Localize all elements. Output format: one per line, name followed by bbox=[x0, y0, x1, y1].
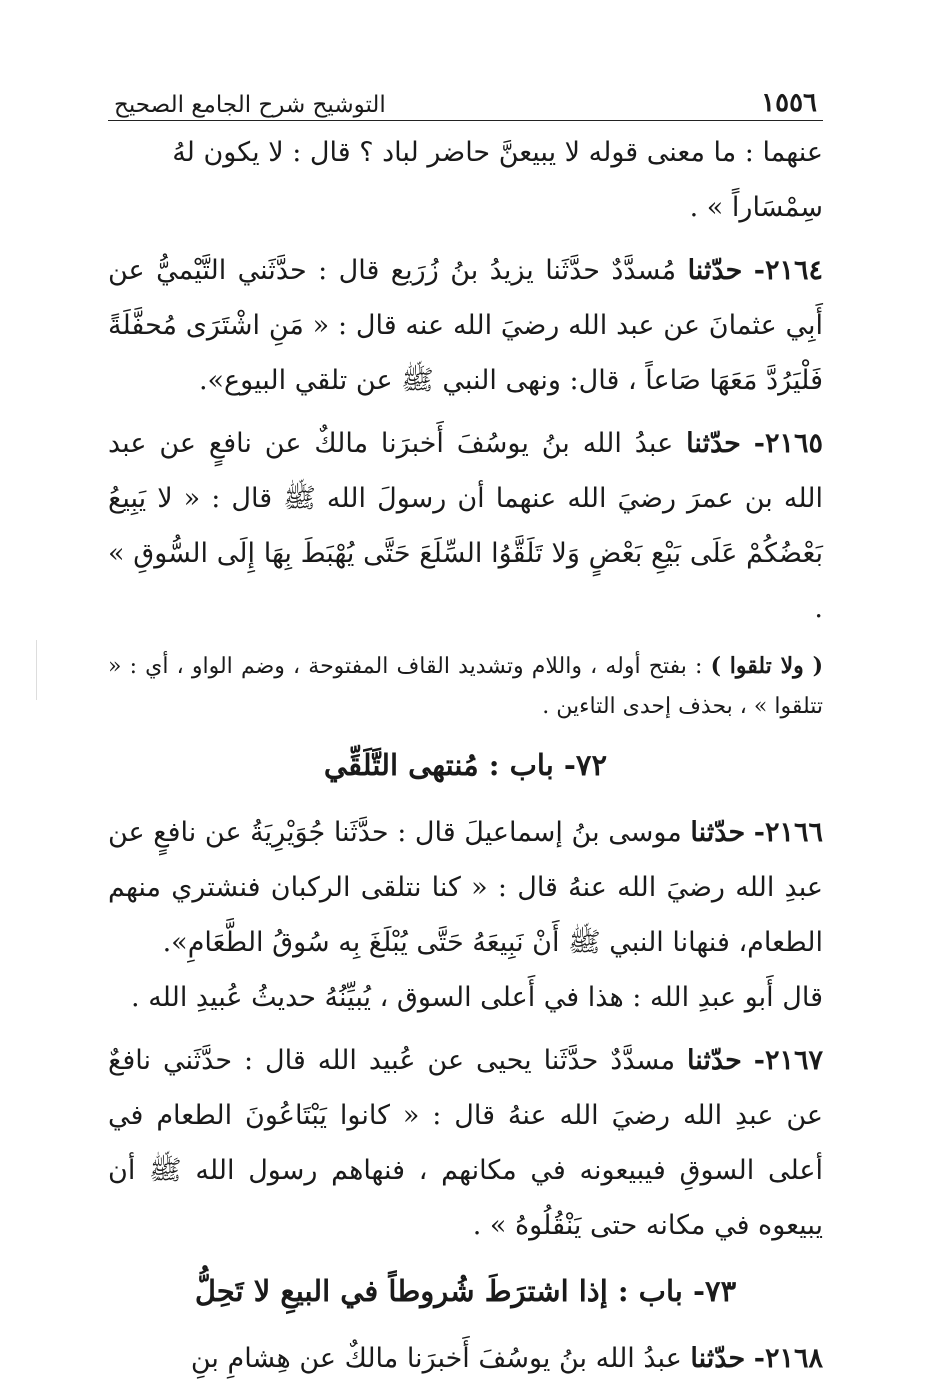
hadith-text: عبدُ الله بنُ يوسُفَ أَخبرَنا مالكٌ عن هِشامِ بنِ bbox=[190, 1343, 682, 1374]
hadith-lead: حدّثنا bbox=[690, 817, 746, 848]
hadith-text: عبدُ الله بنُ يوسُفَ أَخبرَنا مالكٌ عن نافعٍ عن عبد الله بن عمرَ رضيَ الله عنهما أن رسولَ الله ﷺ قال : « لا يَبِيعُ بَعْضُكُمْ عَلَى بَيْعِ بَعْضٍ وَلا تَلَقَّوُا السِّلَعَ حَتَّى يُهْبَطَ بِهَا إِلَى السُّوقِ » . bbox=[108, 428, 823, 624]
commentary-note bbox=[108, 646, 823, 727]
hadith-text: مُسدَّدٌ حدَّثَنا يزيدُ بنُ زُرَيع قال : حدَّثَني التَّيْميُّ عن أَبِي عثمانَ عن عبد الله رضيَ الله عنه قال : « مَنِ اشْتَرَى مُحفَّلَةً فَلْيَرُدَّ مَعَهَا صَاعاً ، قال: ونهى النبي ﷺ عن تلقي البيوع». bbox=[108, 255, 823, 396]
hadith-lead: حدّثنا bbox=[687, 255, 743, 286]
hadith-lead: حدّثنا bbox=[690, 1343, 746, 1374]
hadith-paragraph bbox=[108, 805, 823, 970]
hadith-number: ٢١٦٧- bbox=[753, 1045, 823, 1076]
carryover-paragraph bbox=[108, 125, 823, 235]
hadith-paragraph bbox=[108, 416, 823, 636]
hadith-2165 bbox=[108, 416, 823, 636]
chapter-heading-72: ٧٢- باب : مُنتهى التَّلَقِّي bbox=[323, 748, 608, 782]
commentary-text: : بفتح أوله ، واللام وتشديد القاف المفتوحة ، وضم الواو ، أي : « تتلقوا » ، بحذف إحدى التاءين . bbox=[108, 654, 823, 719]
book-page bbox=[108, 78, 823, 1386]
hadith-2166 bbox=[108, 805, 823, 1025]
carryover-line-2: سِمْسَاراً » . bbox=[689, 192, 823, 223]
hadith-number: ٢١٦٦- bbox=[753, 817, 824, 848]
hadith-2167 bbox=[108, 1033, 823, 1253]
hadith-paragraph bbox=[108, 1033, 823, 1253]
running-header bbox=[108, 78, 823, 121]
hadith-2164 bbox=[108, 243, 823, 408]
hadith-lead: حدّثنا bbox=[687, 1045, 742, 1076]
hadith-number: ٢١٦٥- bbox=[753, 428, 823, 459]
page-edge-mark bbox=[36, 640, 37, 700]
hadith-text: مسدَّدٌ حدَّثَنا يحيى عن عُبيد الله قال : حدَّثَني نافعٌ عن عبدِ الله رضيَ الله عنهُ قال : « كانوا يَبْتَاعُونَ الطعام في أعلى السوقِ فيبيعونه في مكانهم ، فنهاهم رسول الله ﷺ أن يبيعوه في مكانه حتى يَنْقُلُوهُ » . bbox=[108, 1045, 823, 1241]
hadith-number: ٢١٦٨- bbox=[753, 1343, 823, 1374]
hadith-paragraph bbox=[108, 1331, 823, 1386]
hadith-note: قال أَبو عبدِ الله : هذا في أَعلى السوق ، يُبيِّنُهُ حديثُ عُبيدِ الله . bbox=[131, 982, 823, 1013]
hadith-number: ٢١٦٤- bbox=[753, 255, 824, 286]
hadith-paragraph bbox=[108, 243, 823, 408]
book-title: التوشيح شرح الجامع الصحيح bbox=[114, 92, 386, 118]
hadith-lead: حدّثنا bbox=[686, 428, 741, 459]
chapter-heading-73: ٧٣- باب : إذا اشترَطَ شُروطاً في البيعِ لا تَحِلُّ bbox=[194, 1274, 737, 1308]
commentary-term: ( ولا تلقوا ) bbox=[710, 653, 824, 679]
hadith-text: موسى بنُ إسماعيلَ قال : حدَّثَنا جُوَيْرِيَةُ عن نافعٍ عن عبدِ الله رضيَ الله عنهُ قال : « كنا نتلقى الركبان فنشتري منهم الطعام، فنهانا النبي ﷺ أَنْ نَبِيعَهُ حَتَّى يُبْلَغَ بِه سُوقُ الطَّعَامِ». bbox=[108, 817, 823, 958]
hadith-2168 bbox=[108, 1331, 823, 1386]
page-number: ١٥٥٦ bbox=[761, 88, 817, 118]
commentary-paragraph bbox=[108, 646, 823, 727]
carryover-line-1: عنهما : ما معنى قوله لا يبيعنَّ حاضر لباد ؟ قال : لا يكون لهُ bbox=[172, 137, 823, 168]
main-text bbox=[108, 125, 823, 1386]
